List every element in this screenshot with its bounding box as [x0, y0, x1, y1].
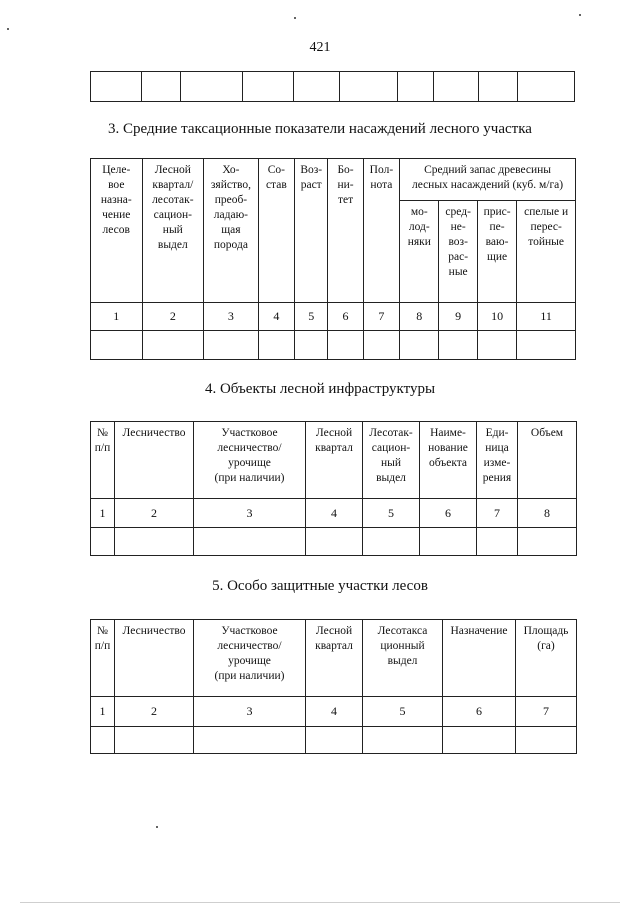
- column-number: 6: [328, 303, 363, 331]
- header-cell: № п/п: [91, 620, 115, 697]
- column-number: 10: [477, 303, 516, 331]
- section-3-table: [90, 158, 576, 360]
- empty-cell: [420, 528, 477, 556]
- empty-cell: [306, 528, 363, 556]
- header-cell: Лесотакса ционный выдел: [363, 620, 443, 697]
- column-number: 5: [295, 303, 328, 331]
- header-cell: Лесной квартал: [306, 422, 363, 499]
- section-5-title: 5. Особо защитные участки лесов: [212, 578, 428, 594]
- column-number: 7: [516, 697, 577, 727]
- empty-cell: [477, 528, 518, 556]
- empty-cell: [479, 72, 518, 102]
- column-number: 4: [258, 303, 294, 331]
- group-header-cell: Средний запас древесины лесных насаждений (куб. м/га): [400, 159, 576, 201]
- column-number: 5: [363, 697, 443, 727]
- header-cell: Участковое лесничество/ урочище (при наличии): [194, 422, 306, 499]
- header-cell: Воз- раст: [295, 159, 328, 303]
- section-5-table: [90, 619, 577, 754]
- empty-cell: [340, 72, 398, 102]
- column-number: 6: [420, 499, 477, 528]
- empty-cell: [204, 331, 259, 360]
- column-number: 6: [443, 697, 516, 727]
- column-number: 4: [306, 499, 363, 528]
- empty-cell: [328, 331, 363, 360]
- empty-cell: [443, 727, 516, 754]
- scan-speck: [294, 17, 296, 19]
- column-number: 7: [363, 303, 399, 331]
- column-number: 8: [518, 499, 577, 528]
- scan-speck: [156, 826, 158, 828]
- column-number: 8: [400, 303, 439, 331]
- header-cell: Пол- нота: [363, 159, 399, 303]
- subheader-cell: мо- лод- няки: [400, 201, 439, 303]
- column-number: 2: [115, 499, 194, 528]
- column-number: 2: [142, 303, 204, 331]
- header-cell: Еди- ница изме- рения: [477, 422, 518, 499]
- empty-cell: [518, 528, 577, 556]
- column-number: 7: [477, 499, 518, 528]
- empty-cell: [194, 528, 306, 556]
- header-cell: Лесничество: [115, 422, 194, 499]
- header-cell: Площадь (га): [516, 620, 577, 697]
- empty-cell: [517, 331, 576, 360]
- empty-cell: [434, 72, 479, 102]
- header-cell: Со- став: [258, 159, 294, 303]
- empty-cell: [363, 331, 399, 360]
- column-number: 3: [194, 697, 306, 727]
- scan-speck: [579, 14, 581, 16]
- section-4-title: 4. Объекты лесной инфраструктуры: [204, 381, 436, 397]
- column-number: 5: [363, 499, 420, 528]
- column-number: 3: [204, 303, 259, 331]
- empty-cell: [516, 727, 577, 754]
- section-3-title: 3. Средние таксационные показатели насаждений лесного участка: [108, 121, 532, 137]
- column-number: 1: [91, 303, 143, 331]
- empty-cell: [363, 727, 443, 754]
- section-4-table: [90, 421, 577, 556]
- column-number: 1: [91, 697, 115, 727]
- header-cell: Целе- вое назна- чение лесов: [91, 159, 143, 303]
- empty-cell: [181, 72, 243, 102]
- continuation-table: [90, 71, 575, 102]
- scan-edge-line: [20, 902, 620, 903]
- empty-cell: [91, 727, 115, 754]
- header-cell: Лесничество: [115, 620, 194, 697]
- subheader-cell: прис- пе- ваю- щие: [477, 201, 516, 303]
- subheader-cell: сред- не- воз- рас- ные: [439, 201, 477, 303]
- empty-cell: [91, 331, 143, 360]
- empty-cell: [142, 72, 181, 102]
- empty-cell: [400, 331, 439, 360]
- column-number: 2: [115, 697, 194, 727]
- page-number: 421: [309, 40, 331, 55]
- column-number: 11: [517, 303, 576, 331]
- empty-cell: [363, 528, 420, 556]
- empty-cell: [91, 72, 142, 102]
- column-number: 1: [91, 499, 115, 528]
- empty-cell: [295, 331, 328, 360]
- header-cell: Лесотак- сацион- ный выдел: [363, 422, 420, 499]
- empty-cell: [258, 331, 294, 360]
- header-cell: Хо- зяйство, преоб- ладаю- щая порода: [204, 159, 259, 303]
- empty-cell: [115, 727, 194, 754]
- empty-cell: [306, 727, 363, 754]
- subheader-cell: спелые и перес- тойные: [517, 201, 576, 303]
- empty-cell: [142, 331, 204, 360]
- header-cell: Бо- ни- тет: [328, 159, 363, 303]
- empty-cell: [243, 72, 294, 102]
- empty-cell: [294, 72, 340, 102]
- header-cell: № п/п: [91, 422, 115, 499]
- empty-cell: [91, 528, 115, 556]
- empty-cell: [398, 72, 434, 102]
- header-cell: Лесной квартал: [306, 620, 363, 697]
- scan-speck: [7, 28, 9, 30]
- header-cell: Участковое лесничество/ урочище (при наличии): [194, 620, 306, 697]
- header-cell: Объем: [518, 422, 577, 499]
- column-number: 9: [439, 303, 477, 331]
- empty-cell: [439, 331, 477, 360]
- header-cell: Наиме- нование объекта: [420, 422, 477, 499]
- empty-cell: [115, 528, 194, 556]
- column-number: 3: [194, 499, 306, 528]
- header-cell: Лесной квартал/ лесотак- сацион- ный выдел: [142, 159, 204, 303]
- empty-cell: [518, 72, 575, 102]
- empty-cell: [477, 331, 516, 360]
- column-number: 4: [306, 697, 363, 727]
- empty-cell: [194, 727, 306, 754]
- header-cell: Назначение: [443, 620, 516, 697]
